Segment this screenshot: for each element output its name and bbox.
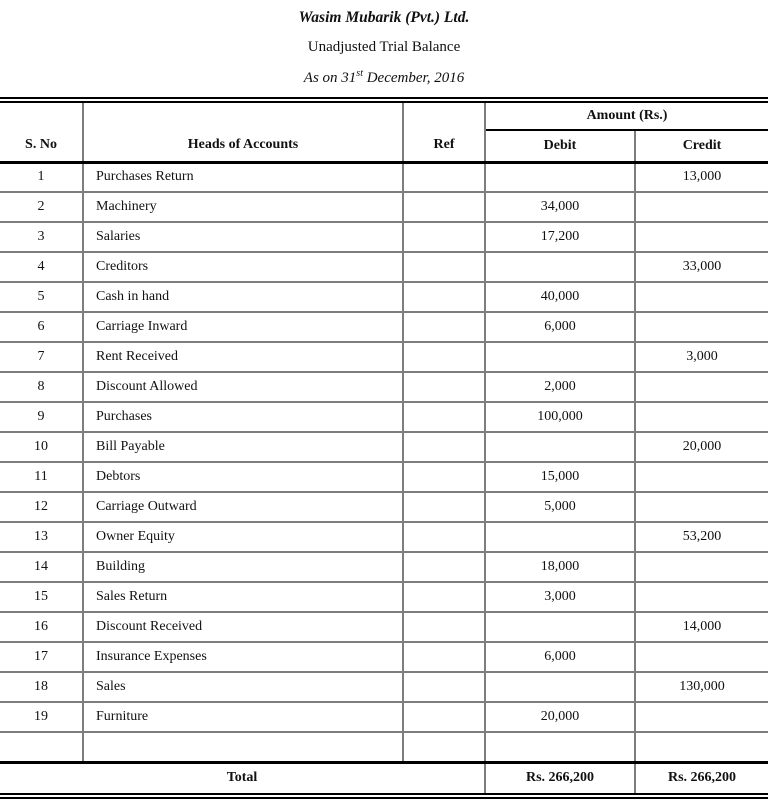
- company-name: Wasim Mubarik (Pvt.) Ltd.: [298, 9, 470, 26]
- debit-cell: 100,000: [485, 402, 635, 432]
- credit-cell: [635, 402, 768, 432]
- debit-cell: 17,200: [485, 222, 635, 252]
- total-debit: Rs. 266,200: [485, 762, 635, 796]
- date-text-before: As on 31: [303, 70, 357, 86]
- s-no-cell: 14: [0, 552, 83, 582]
- table-row: [0, 492, 768, 522]
- account-cell: Building: [83, 552, 403, 582]
- s-no-cell: 4: [0, 252, 83, 282]
- table-row: [0, 252, 768, 282]
- date-ordinal-suffix: st: [356, 68, 363, 79]
- header-s-no: S. No: [0, 100, 83, 162]
- account-cell: Debtors: [83, 462, 403, 492]
- ref-cell: [403, 552, 485, 582]
- credit-cell: [635, 312, 768, 342]
- table-footer: [0, 762, 768, 796]
- ref-cell: [403, 192, 485, 222]
- debit-cell: [485, 162, 635, 192]
- table-body: [0, 162, 768, 762]
- table-row: [0, 402, 768, 432]
- credit-cell: [635, 582, 768, 612]
- table-row: [0, 162, 768, 192]
- document-header: [0, 0, 768, 88]
- ref-cell: [403, 582, 485, 612]
- ref-cell: [403, 462, 485, 492]
- s-no-cell: [0, 732, 83, 762]
- debit-cell: [485, 732, 635, 762]
- table-row: [0, 552, 768, 582]
- ref-cell: [403, 702, 485, 732]
- header-ref: Ref: [403, 100, 485, 162]
- account-cell: Insurance Expenses: [83, 642, 403, 672]
- credit-cell: [635, 462, 768, 492]
- credit-cell: [635, 702, 768, 732]
- s-no-cell: 5: [0, 282, 83, 312]
- ref-cell: [403, 672, 485, 702]
- total-row: [0, 762, 768, 796]
- trial-balance-table: [0, 97, 768, 799]
- s-no-cell: 15: [0, 582, 83, 612]
- account-cell: Rent Received: [83, 342, 403, 372]
- s-no-cell: 12: [0, 492, 83, 522]
- credit-cell: [635, 492, 768, 522]
- account-cell: Salaries: [83, 222, 403, 252]
- s-no-cell: 10: [0, 432, 83, 462]
- account-cell: Owner Equity: [83, 522, 403, 552]
- debit-cell: [485, 612, 635, 642]
- credit-cell: [635, 222, 768, 252]
- ref-cell: [403, 222, 485, 252]
- credit-cell: 14,000: [635, 612, 768, 642]
- s-no-cell: 16: [0, 612, 83, 642]
- credit-cell: 20,000: [635, 432, 768, 462]
- account-cell: Carriage Inward: [83, 312, 403, 342]
- debit-cell: 34,000: [485, 192, 635, 222]
- credit-cell: [635, 192, 768, 222]
- debit-cell: 20,000: [485, 702, 635, 732]
- debit-cell: 18,000: [485, 552, 635, 582]
- ref-cell: [403, 372, 485, 402]
- debit-cell: 6,000: [485, 312, 635, 342]
- credit-cell: [635, 282, 768, 312]
- account-cell: Creditors: [83, 252, 403, 282]
- account-cell: Sales Return: [83, 582, 403, 612]
- table-row: [0, 282, 768, 312]
- table-header: [0, 100, 768, 162]
- date-text-after: December, 2016: [362, 70, 465, 86]
- debit-cell: 2,000: [485, 372, 635, 402]
- total-label: Total: [0, 762, 485, 796]
- account-cell: Machinery: [83, 192, 403, 222]
- account-cell: Discount Allowed: [83, 372, 403, 402]
- credit-cell: 13,000: [635, 162, 768, 192]
- header-heads-of-accounts: Heads of Accounts: [83, 100, 403, 162]
- table-row: [0, 432, 768, 462]
- s-no-cell: 3: [0, 222, 83, 252]
- ref-cell: [403, 342, 485, 372]
- credit-cell: [635, 642, 768, 672]
- debit-cell: 3,000: [485, 582, 635, 612]
- debit-cell: [485, 342, 635, 372]
- s-no-cell: 11: [0, 462, 83, 492]
- credit-cell: [635, 372, 768, 402]
- credit-cell: 130,000: [635, 672, 768, 702]
- ref-cell: [403, 162, 485, 192]
- ref-cell: [403, 282, 485, 312]
- ref-cell: [403, 612, 485, 642]
- account-cell: Sales: [83, 672, 403, 702]
- ref-cell: [403, 522, 485, 552]
- account-cell: [83, 732, 403, 762]
- s-no-cell: 2: [0, 192, 83, 222]
- header-debit: Debit: [485, 130, 635, 162]
- table-row: [0, 642, 768, 672]
- credit-cell: 53,200: [635, 522, 768, 552]
- debit-cell: 40,000: [485, 282, 635, 312]
- table-row: [0, 462, 768, 492]
- table-row: [0, 672, 768, 702]
- ref-cell: [403, 732, 485, 762]
- credit-cell: 3,000: [635, 342, 768, 372]
- table-row: [0, 582, 768, 612]
- s-no-cell: 1: [0, 162, 83, 192]
- account-cell: Furniture: [83, 702, 403, 732]
- account-cell: Bill Payable: [83, 432, 403, 462]
- s-no-cell: 8: [0, 372, 83, 402]
- ref-cell: [403, 402, 485, 432]
- account-cell: Discount Received: [83, 612, 403, 642]
- s-no-cell: 19: [0, 702, 83, 732]
- s-no-cell: 18: [0, 672, 83, 702]
- debit-cell: 15,000: [485, 462, 635, 492]
- debit-cell: [485, 432, 635, 462]
- debit-cell: 5,000: [485, 492, 635, 522]
- credit-cell: [635, 552, 768, 582]
- table-row: [0, 312, 768, 342]
- account-cell: Cash in hand: [83, 282, 403, 312]
- table-row: [0, 702, 768, 732]
- s-no-cell: 17: [0, 642, 83, 672]
- ref-cell: [403, 432, 485, 462]
- table-row: [0, 222, 768, 252]
- credit-cell: [635, 732, 768, 762]
- ref-cell: [403, 642, 485, 672]
- debit-cell: [485, 522, 635, 552]
- debit-cell: [485, 672, 635, 702]
- total-credit: Rs. 266,200: [635, 762, 768, 796]
- account-cell: Carriage Outward: [83, 492, 403, 522]
- document-date: [0, 64, 768, 88]
- ref-cell: [403, 312, 485, 342]
- table-row: [0, 522, 768, 552]
- ref-cell: [403, 252, 485, 282]
- s-no-cell: 6: [0, 312, 83, 342]
- s-no-cell: 9: [0, 402, 83, 432]
- account-cell: Purchases: [83, 402, 403, 432]
- s-no-cell: 13: [0, 522, 83, 552]
- table-row: [0, 612, 768, 642]
- debit-cell: [485, 252, 635, 282]
- header-amount-group: Amount (Rs.): [485, 100, 768, 130]
- table-row: [0, 372, 768, 402]
- document-title: Unadjusted Trial Balance: [307, 39, 461, 55]
- account-cell: Purchases Return: [83, 162, 403, 192]
- table-row: [0, 342, 768, 372]
- s-no-cell: 7: [0, 342, 83, 372]
- credit-cell: 33,000: [635, 252, 768, 282]
- table-row: [0, 732, 768, 762]
- table-row: [0, 192, 768, 222]
- ref-cell: [403, 492, 485, 522]
- debit-cell: 6,000: [485, 642, 635, 672]
- header-credit: Credit: [635, 130, 768, 162]
